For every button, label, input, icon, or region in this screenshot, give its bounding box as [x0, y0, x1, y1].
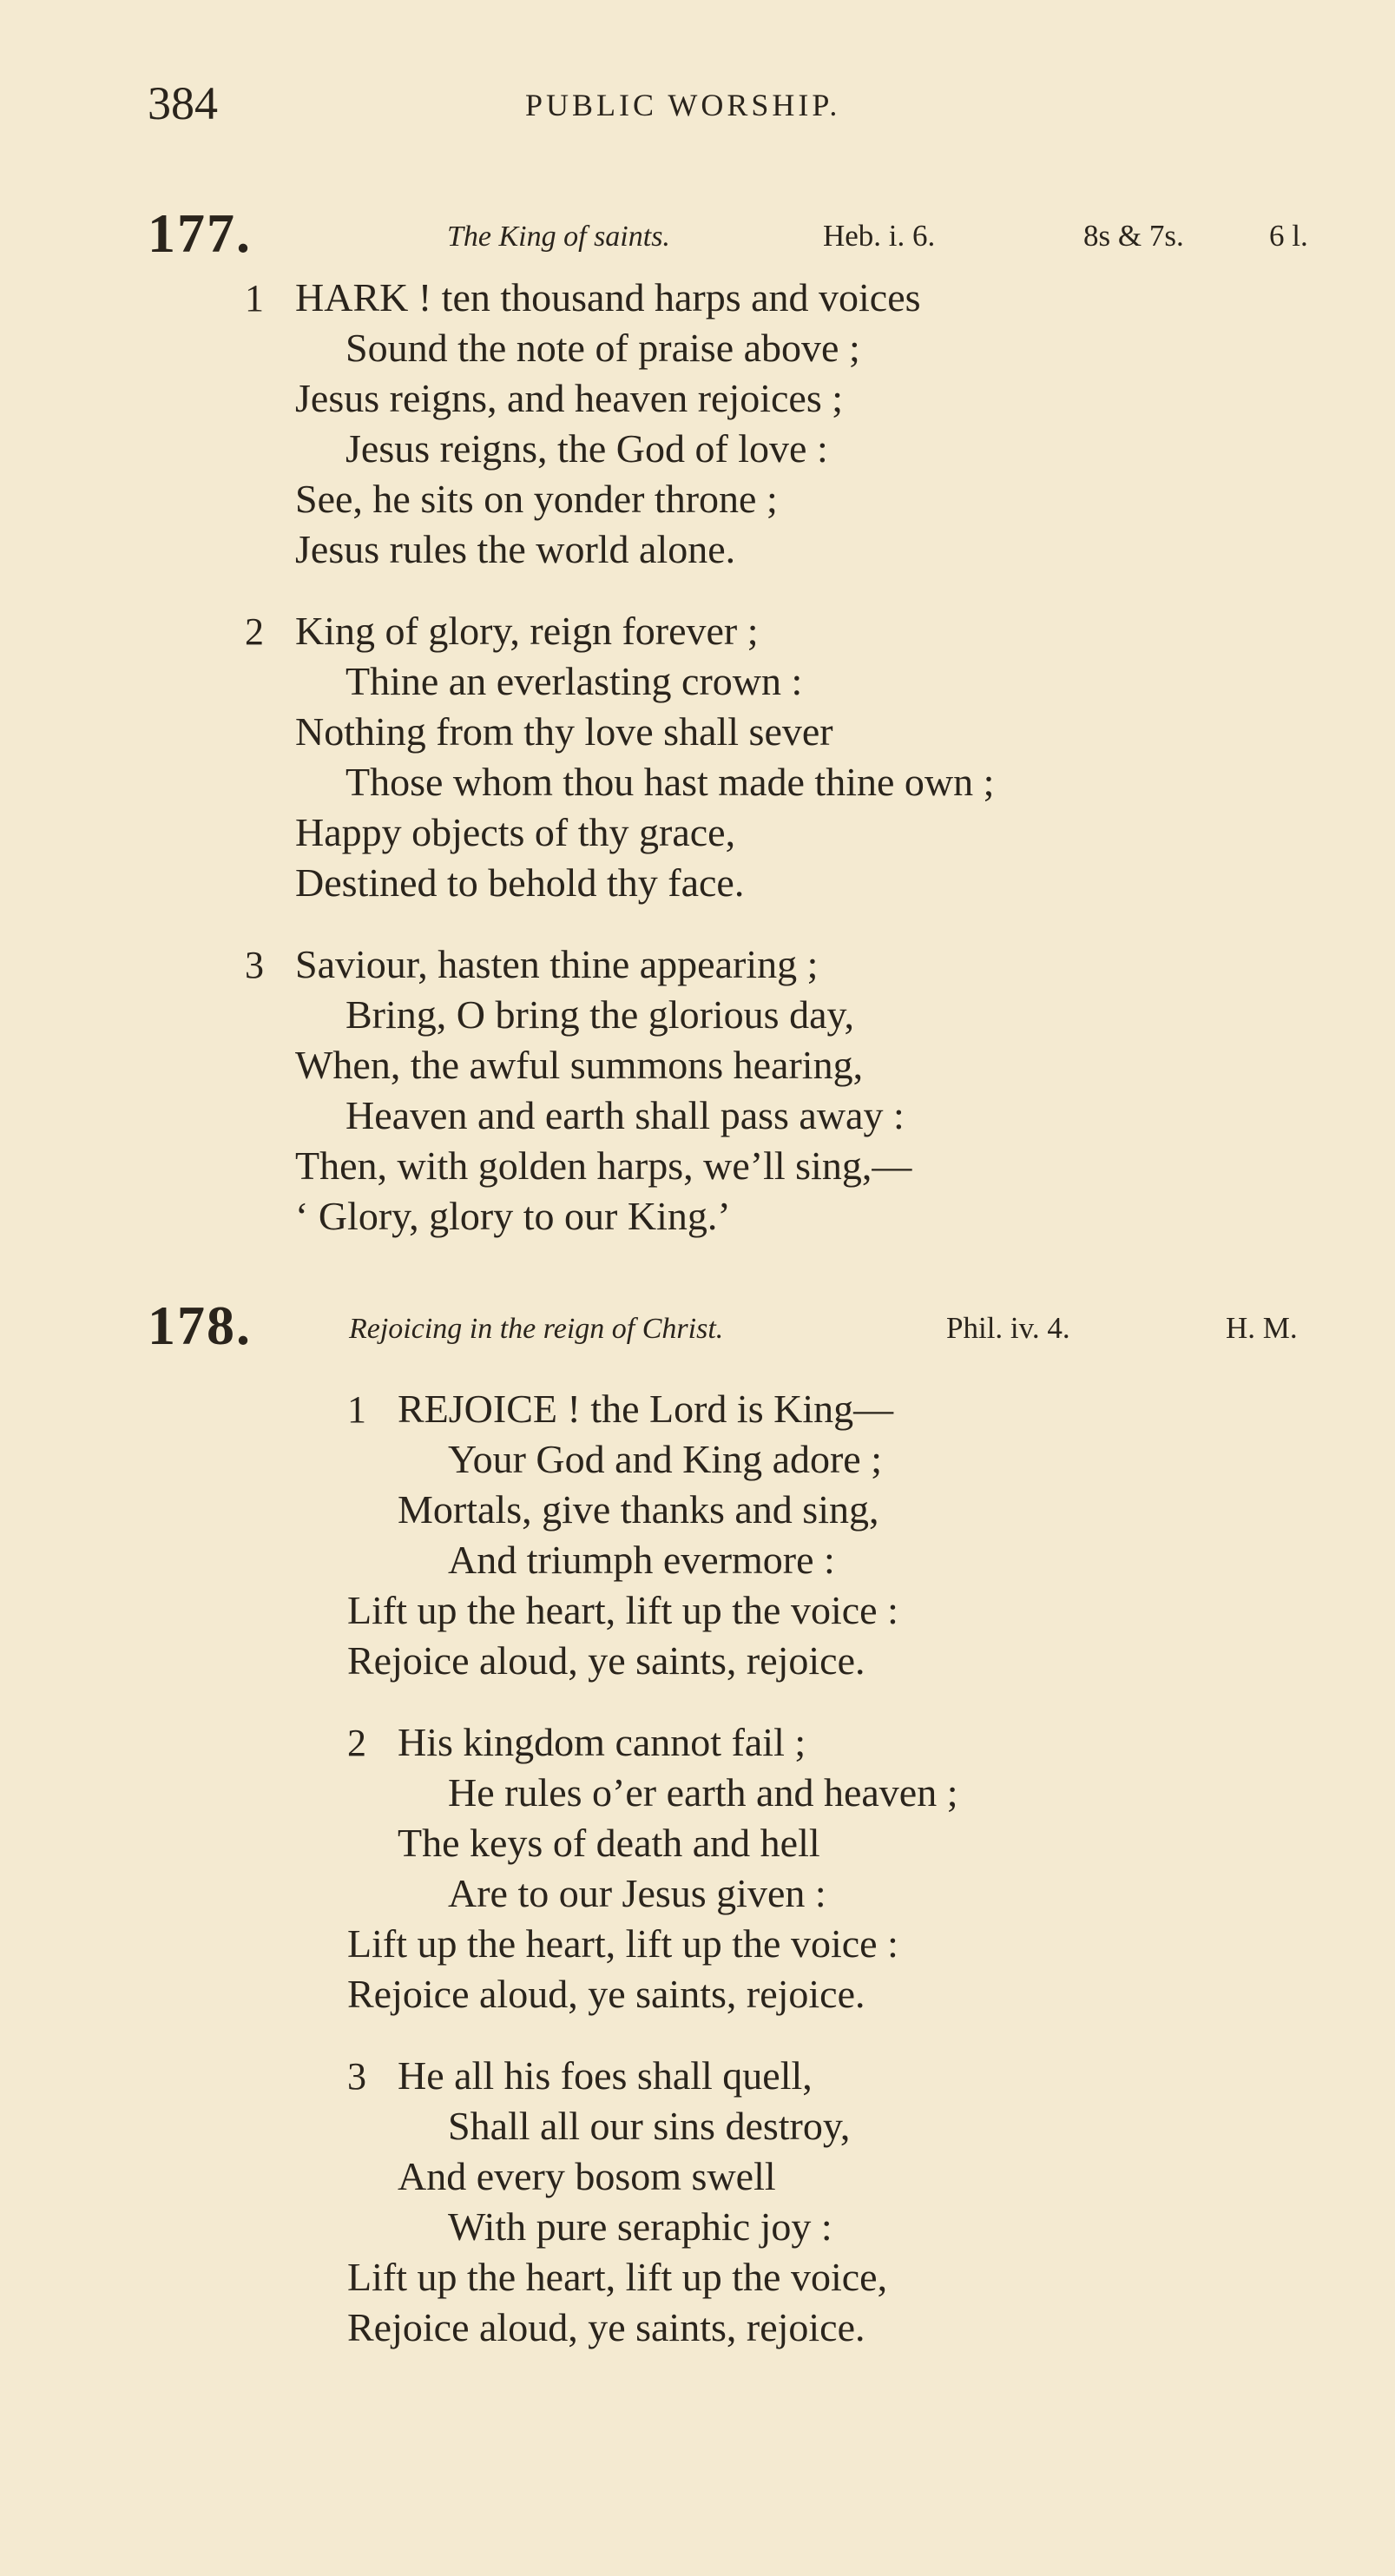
hymn-number: 177.	[148, 202, 252, 264]
hymn-title: The King of saints.	[447, 221, 670, 253]
verse-line: Nothing from thy love shall sever	[295, 709, 833, 754]
verse-line: He all his foes shall quell,	[398, 2053, 813, 2098]
hymn-reference: Phil. iv. 4.	[946, 1311, 1070, 1345]
verse-line: And every bosom swell	[398, 2154, 776, 2198]
verse-number: 3	[347, 2055, 366, 2098]
verse-line: Sound the note of praise above ;	[345, 326, 860, 370]
verse-line: His kingdom cannot fail ;	[398, 1720, 806, 1764]
verse-line: Jesus reigns, the God of love :	[345, 426, 828, 471]
verse-line: HARK ! ten thousand harps and voices	[295, 275, 921, 320]
hymn-number: 178.	[148, 1295, 252, 1356]
verse-line: He rules o’er earth and heaven ;	[448, 1770, 958, 1815]
hymn-meter: 8s & 7s.	[1083, 219, 1184, 253]
verse-line: Rejoice aloud, ye saints, rejoice.	[347, 1638, 865, 1683]
verse-line: Rejoice aloud, ye saints, rejoice.	[347, 1972, 865, 2016]
verse-line: Happy objects of thy grace,	[295, 810, 736, 854]
running-title: PUBLIC WORSHIP.	[525, 88, 841, 122]
running-head	[148, 76, 1326, 128]
verse-line: Then, with golden harps, we’ll sing,—	[295, 1143, 912, 1188]
hymn-178-header	[148, 1294, 1337, 1354]
verse-line: King of glory, reign forever ;	[295, 609, 759, 653]
verse-number: 2	[347, 1722, 366, 1764]
verse-line: When, the awful summons hearing,	[295, 1043, 864, 1087]
hymn-meter: H. M.	[1226, 1311, 1298, 1345]
hymn-reference: Heb. i. 6.	[823, 219, 936, 253]
verse-number: 1	[347, 1388, 366, 1431]
verse-line: Jesus reigns, and heaven rejoices ;	[295, 376, 844, 420]
verse-line: The keys of death and hell	[398, 1821, 820, 1865]
verse-number: 2	[245, 610, 264, 653]
verse-number: 3	[245, 944, 264, 986]
verse-line: Thine an everlasting crown :	[345, 659, 803, 703]
hymn-177-header	[148, 201, 1337, 262]
verse-line: Those whom thou hast made thine own ;	[345, 760, 995, 804]
verse-line: ‘ Glory, glory to our King.’	[295, 1194, 731, 1238]
verse-line: With pure seraphic joy :	[448, 2204, 832, 2249]
verse-line: Shall all our sins destroy,	[448, 2104, 851, 2148]
verse-line: Bring, O bring the glorious day,	[345, 992, 855, 1037]
verse-line: Mortals, give thanks and sing,	[398, 1487, 879, 1532]
verse-line: Lift up the heart, lift up the voice,	[347, 2255, 888, 2299]
verse-line: Jesus rules the world alone.	[295, 527, 736, 571]
hymn-title: Rejoicing in the reign of Christ.	[349, 1313, 724, 1345]
verse-line: REJOICE ! the Lord is King—	[398, 1387, 894, 1431]
hymn-line-count: 6 l.	[1269, 219, 1308, 253]
verse-line: Destined to behold thy face.	[295, 860, 745, 905]
verse-line: Heaven and earth shall pass away :	[345, 1093, 905, 1137]
verse-line: Lift up the heart, lift up the voice :	[347, 1921, 898, 1966]
verse-line: See, he sits on yonder throne ;	[295, 477, 778, 521]
verse-line: And triumph evermore :	[448, 1538, 835, 1582]
verse-line: Are to our Jesus given :	[448, 1871, 826, 1915]
page-number: 384	[148, 77, 218, 129]
verse-line: Rejoice aloud, ye saints, rejoice.	[347, 2305, 865, 2349]
verse-number: 1	[245, 277, 264, 320]
verse-line: Lift up the heart, lift up the voice :	[347, 1588, 898, 1632]
verse-line: Your God and King adore ;	[448, 1437, 883, 1481]
verse-line: Saviour, hasten thine appearing ;	[295, 942, 819, 986]
